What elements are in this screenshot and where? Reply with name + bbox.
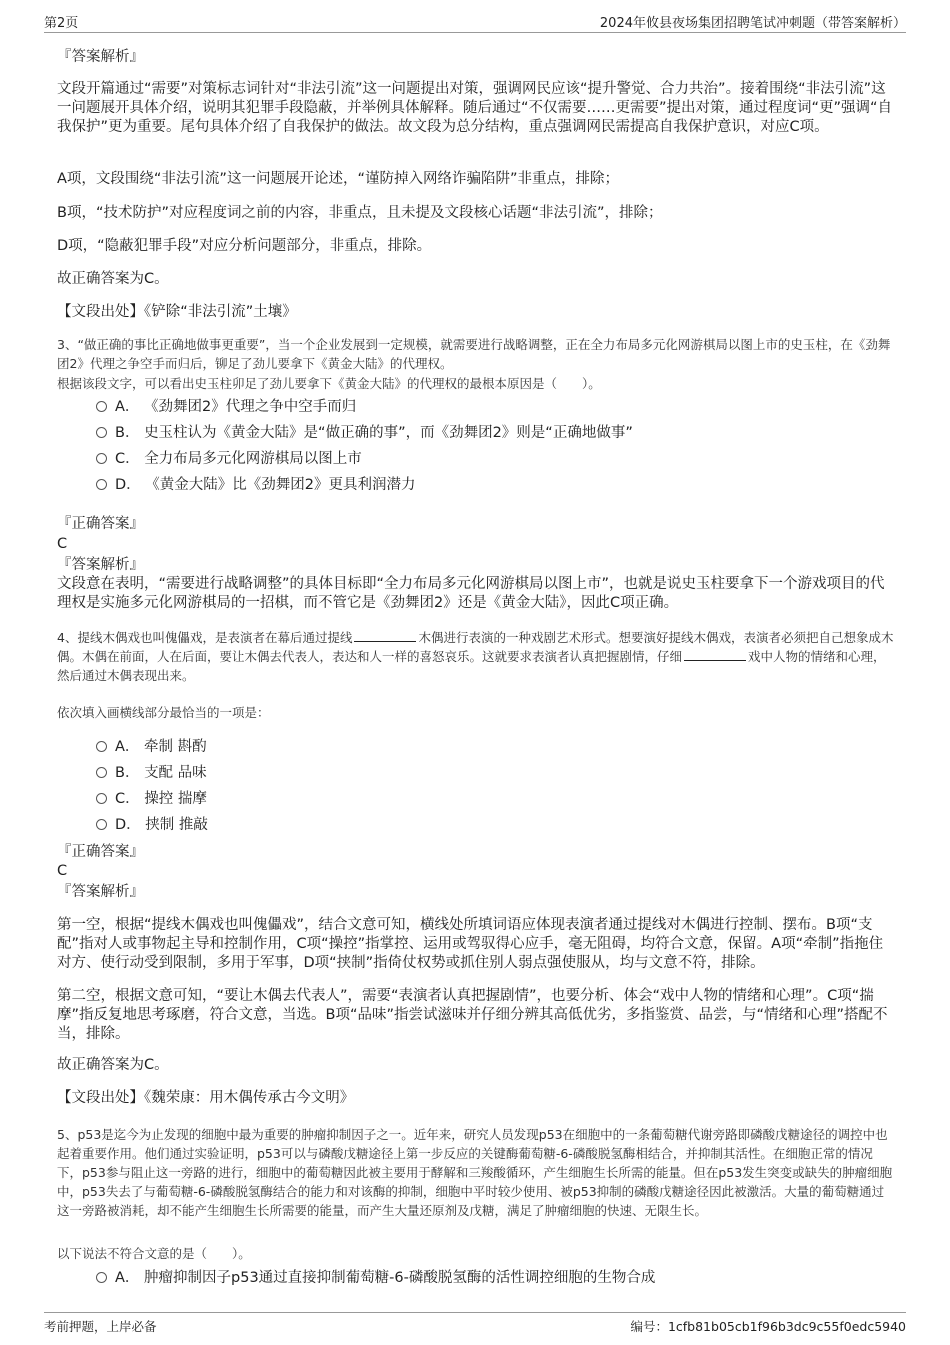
radio-icon[interactable] [96,793,107,804]
page-number: 第2页 [44,16,79,31]
q3-option-d[interactable]: D． 《黄金大陆》比《劲舞团2》更具利润潜力 [96,475,416,495]
q5-stem: 5、p53是迄今为止发现的细胞中最为重要的肿瘤抑制因子之一。近年来，研究人员发现p53在细胞中的一条葡萄糖代谢旁路即磷酸戊糖途径的调控中也起着重要作用。他们通过实验证明，p53可以与磷酸戊糖途径上第一步反应的关键酶葡萄糖-6-磷酸脱氢酶相结合，并抑制其活性。在细胞正常的情况下，p53参与阻止这一旁路的进行，细胞中的葡萄糖因此被主要用于酵解和三羧酸循环，产生细胞生长所需的能量。但在p53发生突变或缺失的肿瘤细胞中，p53失去了与葡萄糖-6-磷酸脱氢酶结合的能力和对该酶的抑制，细胞中平时较少使用、被p53抑制的磷酸戊糖途径因此被激活。大量的葡萄糖通过这一旁路被消耗，却不能产生细胞生长所需要的能量，而产生大量还原剂及戊糖，满足了肿瘤细胞的快速、无限生长。 [57,1127,893,1218]
q4-analysis-paragraph-2: 第二空，根据文意可知，“要让木偶去代表人”，需要“表演者认真把握剧情”，也要分析、体会“戏中人物的情绪和心理”。C项“揣摩”指反复地思考琢磨，符合文意，当选。B项“品味”指尝试滋味并仔细分辨其高低优劣，多指鉴赏、品尝，与“情绪和心理”搭配不当，排除。 [57,988,888,1042]
radio-icon[interactable] [96,453,107,464]
page-header [44,10,906,33]
q3-analysis: 文段意在表明，“需要进行战略调整”的具体目标即“全力布局多元化网游棋局以图上市”，也就是说史玉柱要拿下一个游戏项目的代理权是实施多元化网游棋局的一招棋，而不管它是《劲舞团2》还是《黄金大陆》，因此C项正确。 [57,576,885,611]
q3-stem: 3、“做正确的事比正确地做事更重要”，当一个企业发展到一定规模，就需要进行战略调整，正在全力布局多元化网游棋局以图上市的史玉柱，在《劲舞团2》代理之争空手而归后，铆足了劲儿要拿下《黄金大陆》的代理权。 [57,337,891,371]
q4-stem: 4、提线木偶戏也叫傀儡戏，是表演者在幕后通过提线 木偶进行表演的一种戏剧艺术形式。想要演好提线木偶戏，表演者必须把自己想象成木偶。木偶在前面，人在后面，要让木偶去代表人，表达和人一样的喜怒哀乐。这就要求表演者认真把握剧情，仔细 戏中人物的情绪和心理，然后通过木偶表现出来。 [57,630,894,683]
radio-icon[interactable] [96,767,107,778]
q3-option-c[interactable]: C． 全力布局多元化网游棋局以图上市 [96,449,362,469]
q3-analysis-label: 『答案解析』 [57,557,144,573]
page-footer [44,1312,906,1335]
q5-option-a[interactable]: A． 肿瘤抑制因子p53通过直接抑制葡萄糖-6-磷酸脱氢酶的活性调控细胞的生物合成 [96,1268,655,1288]
blank-2 [684,648,746,661]
q4-option-b[interactable]: B． 支配 品味 [96,763,207,783]
q4-correct-answer: C [57,863,68,879]
q3-option-b[interactable]: B． 史玉柱认为《黄金大陆》是“做正确的事”，而《劲舞团2》则是“正确地做事” [96,423,633,443]
q5-prompt: 以下说法不符合文意的是（ ）。 [57,1246,251,1261]
q2-source: 【文段出处】《铲除“非法引流”土壤》 [57,304,297,320]
q4-option-c[interactable]: C． 操控 揣摩 [96,789,207,809]
q4-source: 【文段出处】《魏荣康：用木偶传承古今文明》 [57,1090,355,1106]
q2-answer-line: 故正确答案为C。 [57,271,169,287]
q4-option-a[interactable]: A． 牵制 斟酌 [96,737,207,757]
q2-option-d-analysis: D项，“隐蔽犯罪手段”对应分析问题部分，非重点，排除。 [57,238,432,254]
blank-1 [354,629,416,642]
radio-icon[interactable] [96,819,107,830]
q2-option-a-analysis: A项，文段围绕“非法引流”这一问题展开论述，“谨防掉入网络诈骗陷阱”非重点，排除； [57,171,619,187]
radio-icon[interactable] [96,1272,107,1283]
q2-analysis-label: 『答案解析』 [57,49,144,65]
radio-icon[interactable] [96,401,107,412]
q3-option-a[interactable]: A． 《劲舞团2》代理之争中空手而归 [96,397,356,417]
q4-prompt: 依次填入画横线部分最恰当的一项是： [57,705,270,720]
radio-icon[interactable] [96,479,107,490]
q3-correct-label: 『正确答案』 [57,516,144,532]
q4-analysis-label: 『答案解析』 [57,884,144,900]
q4-correct-label: 『正确答案』 [57,844,144,860]
q4-option-d[interactable]: D． 挟制 推敲 [96,815,208,835]
q3-prompt: 根据该段文字，可以看出史玉柱卯足了劲儿要拿下《黄金大陆》的代理权的最根本原因是（ ）。 [57,376,601,391]
footer-slogan: 考前押题，上岸必备 [44,1319,157,1334]
q3-correct-answer: C [57,536,68,552]
q4-answer-line: 故正确答案为C。 [57,1057,169,1073]
document-id: 编号：1cfb81b05cb1f96b3dc9c55f0edc5940 [630,1319,906,1334]
radio-icon[interactable] [96,741,107,752]
document-title: 2024年攸县夜场集团招聘笔试冲刺题（带答案解析） [599,16,906,31]
q2-option-b-analysis: B项，“技术防护”对应程度词之前的内容，非重点，且未提及文段核心话题“非法引流”，排除； [57,205,663,221]
radio-icon[interactable] [96,427,107,438]
q2-analysis-paragraph: 文段开篇通过“需要”对策标志词针对“非法引流”这一问题提出对策，强调网民应该“提升警觉、合力共治”。接着围绕“非法引流”这一问题展开具体介绍，说明其犯罪手段隐蔽，并举例具体解释。随后通过“不仅需要……更需要”提出对策，通过程度词“更”强调“自我保护”更为重要。尾句具体介绍了自我保护的做法。故文段为总分结构，重点强调网民需提高自我保护意识，对应C项。 [57,81,893,135]
q4-analysis-paragraph-1: 第一空，根据“提线木偶戏也叫傀儡戏”，结合文意可知，横线处所填词语应体现表演者通过提线对木偶进行控制、摆布。B项“支配”指对人或事物起主导和控制作用，C项“操控”指掌控、运用或驾驭得心应手，毫无阻碍，均符合文意，保留。A项“牵制”指拖住对方、使行动受到限制，多用于军事，D项“挟制”指倚仗权势或抓住别人弱点强使服从，均与文意不符，排除。 [57,917,884,971]
